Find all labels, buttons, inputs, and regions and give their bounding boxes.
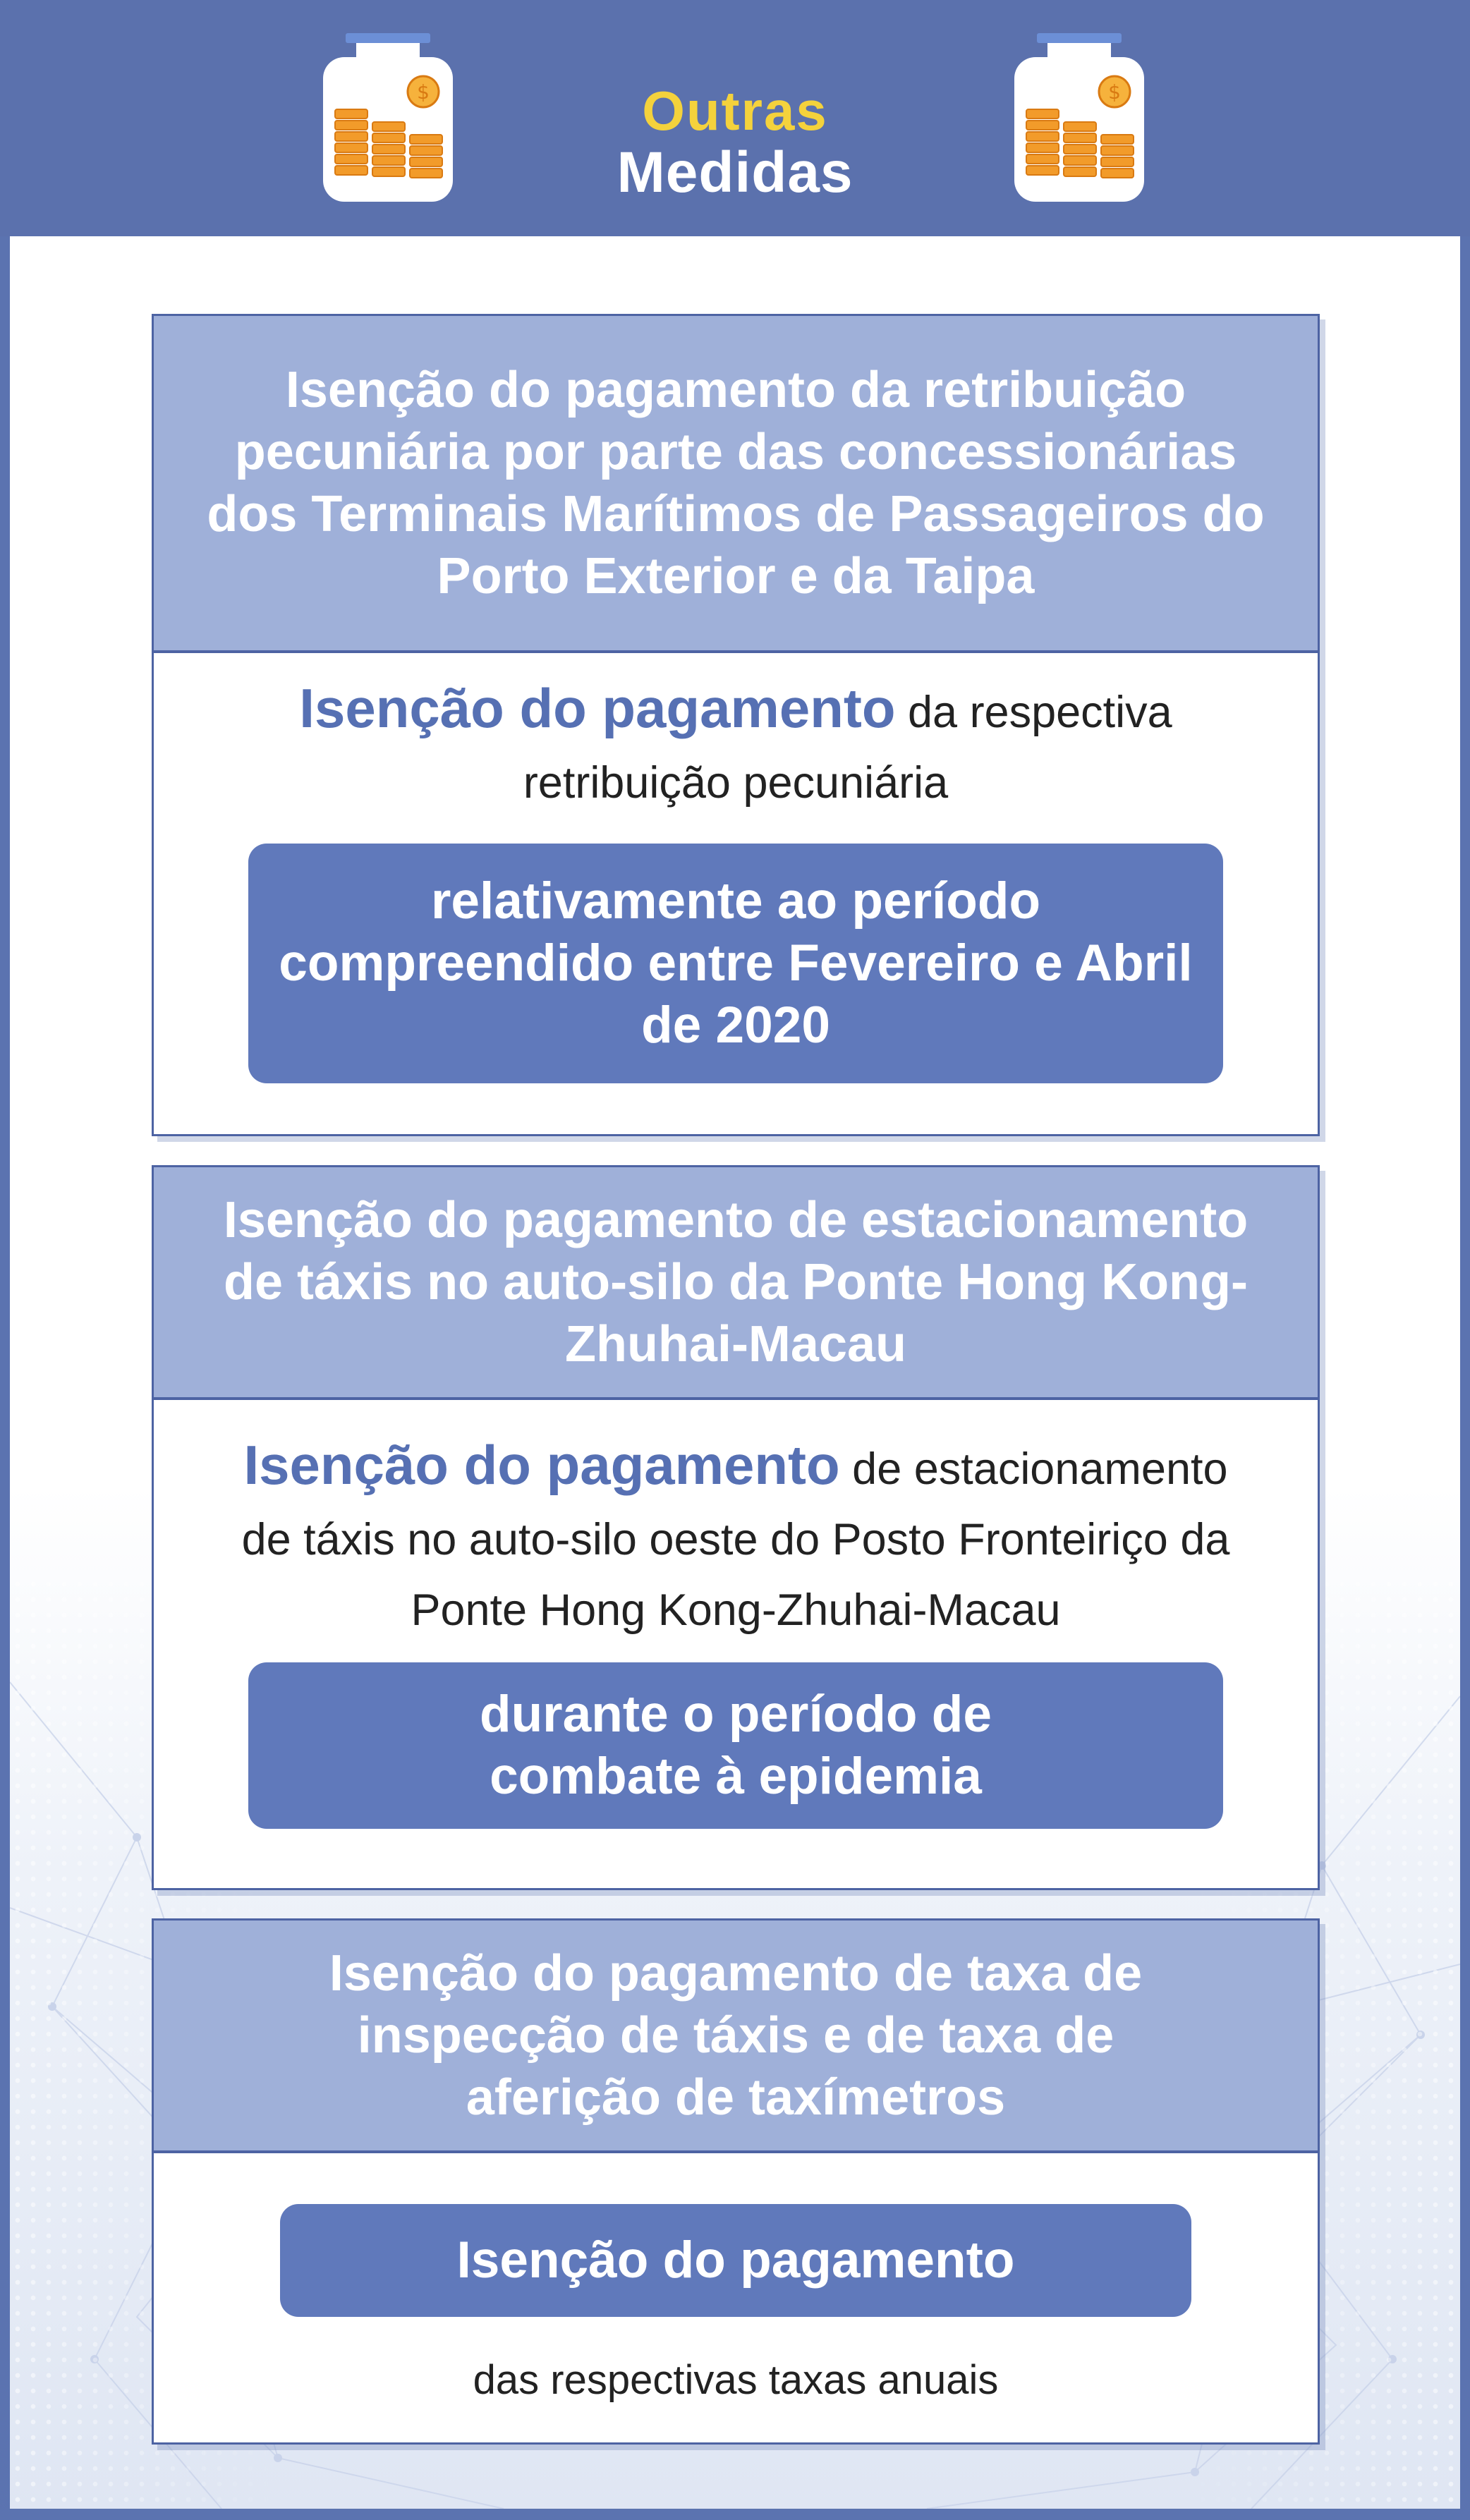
coin-jar-icon — [1009, 32, 1150, 205]
measure-card-3 — [152, 1918, 1320, 2445]
measure-card-2 — [152, 1165, 1320, 1890]
measure-card-1-body — [154, 653, 1318, 1131]
header-title-line2: Medidas — [616, 140, 854, 205]
measure-card-2-period-pill: durante o período de combate à epidemia — [248, 1662, 1223, 1829]
measure-card-1-period-pill: relativamente ao período compreendido entre Fevereiro e Abril de 2020 — [248, 844, 1223, 1083]
svg-text:$: $ — [417, 80, 430, 104]
measure-card-2-lead — [217, 1430, 1254, 1645]
header-banner — [0, 0, 1470, 236]
svg-text:$: $ — [1108, 80, 1121, 104]
measure-card-3-body — [154, 2153, 1318, 2440]
measure-card-2-body — [154, 1400, 1318, 1885]
measure-card-1-lead — [260, 673, 1212, 818]
measure-card-1-highlight: Isenção do pagamento — [299, 677, 896, 739]
header-title-line1: Outras — [642, 80, 828, 142]
measure-card-1-heading: Isenção do pagamento da retribuição pecuniária por parte das concessionárias dos Terminais Marítimos de Passageiros do Porto Exterior e da Taipa — [154, 316, 1318, 653]
measure-card-3-heading: Isenção do pagamento de taxa de inspecção de táxis e de taxa de aferição de taxímetros — [154, 1921, 1318, 2153]
measure-card-2-lead-text: de estacionamento de táxis no auto-silo oeste do Posto Fronteiriço da Ponte Hong Kong-Zhuhai-Macau — [241, 1444, 1230, 1635]
measure-card-3-exemption-pill: Isenção do pagamento — [280, 2204, 1191, 2317]
measure-card-3-note: das respectivas taxas anuais — [473, 2357, 999, 2403]
measure-card-2-heading: Isenção do pagamento de estacionamento de táxis no auto-silo da Ponte Hong Kong-Zhuhai-Macau — [154, 1167, 1318, 1400]
measure-card-1-lead-text: da respectiva retribuição pecuniária — [523, 688, 1172, 808]
measure-card-1 — [152, 314, 1320, 1136]
measure-card-2-highlight: Isenção do pagamento — [243, 1434, 840, 1496]
